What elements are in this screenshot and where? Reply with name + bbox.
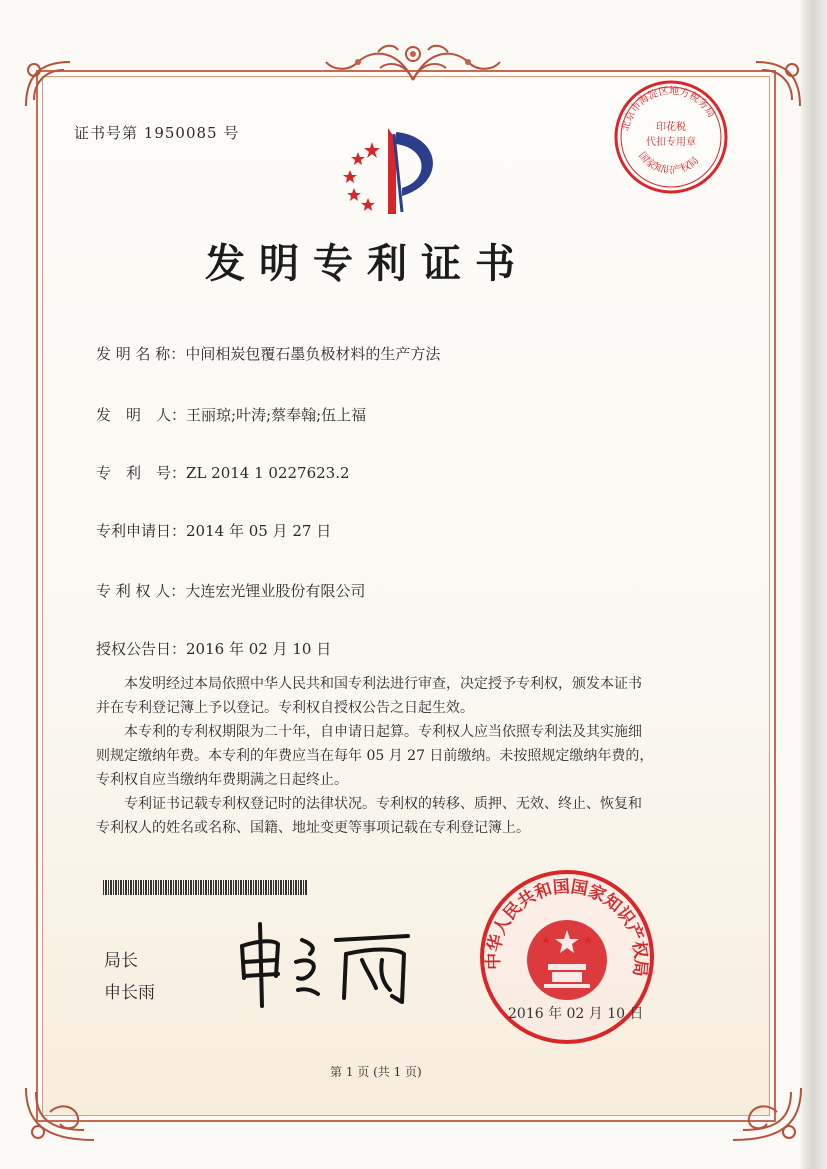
corner-ornament-bottom-left-icon bbox=[20, 1082, 100, 1146]
certificate-number-value: 1950085 bbox=[143, 124, 218, 142]
field-inventors bbox=[96, 404, 366, 425]
scan-edge bbox=[801, 0, 827, 1169]
field-value: 2016 年 02 月 10 日 bbox=[186, 640, 332, 658]
body-line: 本发明经过本局依照中华人民共和国专利法进行审查，决定授予专利权，颁发本证书 bbox=[124, 676, 642, 692]
field-label: 授权公告日： bbox=[96, 640, 187, 658]
barcode bbox=[103, 880, 308, 895]
certificate-title: 发明专利证书 bbox=[205, 240, 529, 287]
field-invention-name bbox=[96, 343, 440, 364]
tax-stamp-icon bbox=[612, 78, 730, 196]
field-label: 专 利 权 人： bbox=[96, 582, 186, 600]
field-patentee bbox=[96, 580, 365, 601]
field-label: 发 明 名 称： bbox=[96, 345, 186, 363]
svg-text:国家知识产权局 bbox=[636, 150, 701, 177]
certificate-body-text bbox=[96, 672, 716, 840]
body-line: 专利权人的姓名或名称、国籍、地址变更等事项记载在专利登记簿上。 bbox=[96, 820, 530, 836]
certificate-number bbox=[74, 122, 239, 143]
field-application-date bbox=[96, 520, 331, 541]
field-value: 王丽琼;叶涛;蔡奉翰;伍上福 bbox=[186, 406, 367, 424]
corner-ornament-top-left-icon bbox=[20, 56, 76, 112]
body-line: 专利证书记载专利权登记时的法律状况。专利权的转移、质押、无效、终止、恢复和 bbox=[124, 796, 642, 812]
certificate-number-label: 证书号第 bbox=[74, 124, 139, 142]
corner-ornament-top-right-icon bbox=[750, 56, 806, 112]
field-label: 专利申请日： bbox=[96, 522, 187, 540]
field-value: 2014 年 05 月 27 日 bbox=[186, 522, 332, 540]
body-line: 则规定缴纳年费。本专利的年费应当在每年 05 月 27 日前缴纳。未按照规定缴纳年费的， bbox=[96, 748, 654, 764]
tax-stamp-center-line1: 印花税 bbox=[656, 122, 686, 133]
certificate-number-suffix: 号 bbox=[223, 124, 240, 142]
field-grant-date bbox=[96, 638, 331, 659]
corner-ornament-bottom-right-icon bbox=[727, 1082, 807, 1146]
body-line: 专利权自应当缴纳年费期满之日起终止。 bbox=[96, 772, 348, 788]
field-value: 大连宏光锂业股份有限公司 bbox=[185, 582, 366, 600]
body-line: 并在专利登记簿上予以登记。专利权自授权公告之日起生效。 bbox=[96, 700, 474, 716]
seal-ring-text: 中华人民共和国国家知识产权局 bbox=[483, 876, 651, 978]
tax-stamp-center-line2: 代扣专用章 bbox=[646, 137, 696, 148]
top-ornament-icon bbox=[318, 40, 508, 86]
tax-stamp-ring-text: 北京市海淀区地方税务局 bbox=[620, 85, 717, 133]
director-signature-icon bbox=[232, 918, 417, 1010]
field-patent-number bbox=[96, 462, 350, 483]
field-value: ZL 2014 1 0227623.2 bbox=[186, 464, 350, 482]
body-line: 本专利的专利权期限为二十年，自申请日起算。专利权人应当依照专利法及其实施细 bbox=[124, 724, 642, 740]
tax-stamp-bottom-text: 国家知识产权局 bbox=[636, 150, 702, 177]
field-value: 中间相炭包覆石墨负极材料的生产方法 bbox=[185, 345, 441, 363]
director-title: 局长 bbox=[104, 951, 138, 971]
seal-date: 2016 年 02 月 10 日 bbox=[508, 1006, 644, 1022]
page-number: 第 1 页 (共 1 页) bbox=[330, 1065, 422, 1079]
field-label: 专 利 号： bbox=[96, 464, 187, 482]
field-label: 发 明 人： bbox=[96, 406, 187, 424]
patent-office-logo-icon bbox=[330, 122, 455, 217]
director-name: 申长雨 bbox=[104, 983, 155, 1003]
